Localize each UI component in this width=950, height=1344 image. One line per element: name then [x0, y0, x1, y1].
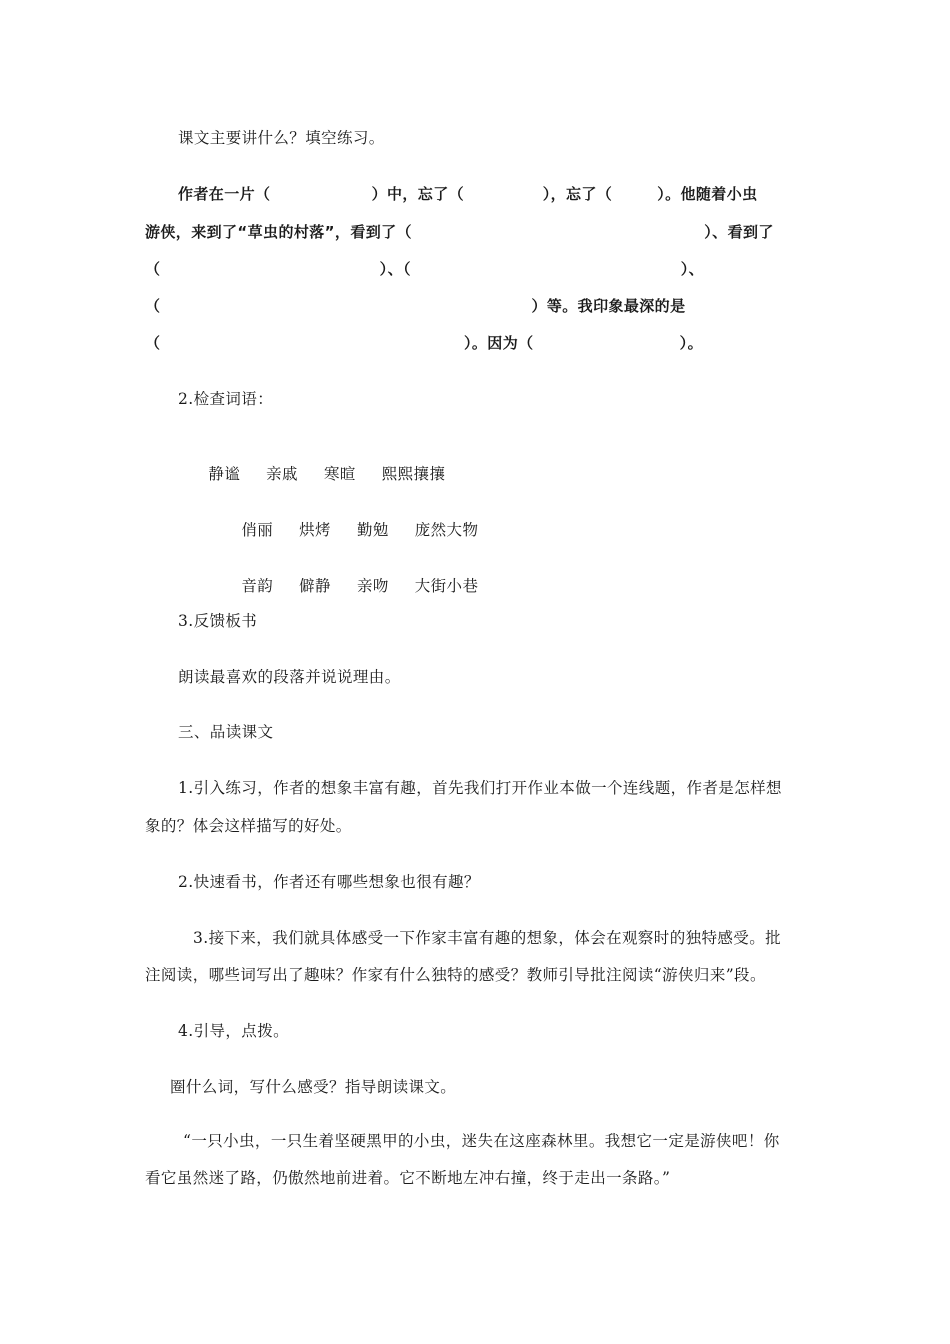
fill-blank-line-2: 游侠，来到了“草虫的村落”，看到了（ ）、看到了 — [145, 223, 774, 241]
section-3-heading: 三、品读课文 — [178, 723, 274, 741]
word: 静谧 — [208, 465, 241, 483]
fill-blank-line-5: （ ）。因为（ ）。 — [145, 334, 703, 352]
paragraph-5: 圈什么词，写什么感受？指导朗读课文。 — [170, 1078, 457, 1096]
word: 亲戚 — [266, 465, 298, 483]
word: 熙熙攘攘 — [381, 465, 446, 483]
word-row-2 — [220, 500, 504, 560]
word-row-3 — [220, 556, 504, 616]
quote-line-2: 看它虽然迷了路，仍傲然地前进着。它不断地左冲右撞，终于走出一条路。” — [145, 1169, 671, 1187]
paragraph-2: 2.快速看书，作者还有哪些想象也很有趣？ — [178, 873, 480, 891]
paragraph-3-line-2: 注阅读，哪些词写出了趣味？作家有什么独特的感受？教师引导批注阅读“游侠归来”段。 — [145, 966, 766, 984]
read-aloud-text: 朗读最喜欢的段落并说说理由。 — [178, 668, 401, 686]
fill-blank-line-3: （ ）、（ ）、 — [145, 260, 705, 278]
paragraph-4: 4.引导，点拨。 — [178, 1022, 289, 1040]
fill-intro: 课文主要讲什么？填空练习。 — [178, 129, 385, 147]
word: 勤勉 — [356, 521, 389, 539]
word: 烘烤 — [299, 521, 331, 539]
word-row-1 — [187, 444, 471, 504]
check-words-heading: 2.检查词语： — [178, 390, 274, 408]
paragraph-3-line-1: 3.接下来，我们就具体感受一下作家丰富有趣的想象，体会在观察时的独特感受。批 — [193, 929, 781, 947]
word: 俏丽 — [241, 521, 274, 539]
word: 庞然大物 — [414, 521, 479, 539]
word: 僻静 — [299, 577, 331, 595]
fill-blank-line-1: 作者在一片（ ）中，忘了（ ），忘了（ ）。他随着小虫 — [178, 185, 758, 203]
fill-blank-line-4: （ ）等。我印象最深的是 — [145, 297, 686, 315]
word: 大街小巷 — [414, 577, 479, 595]
paragraph-1-line-1: 1.引入练习，作者的想象丰富有趣，首先我们打开作业本做一个连线题，作者是怎样想 — [178, 779, 782, 797]
paragraph-1-line-2: 象的？体会这样描写的好处。 — [145, 817, 352, 835]
word: 音韵 — [241, 577, 274, 595]
quote-line-1: “一只小虫，一只生着坚硬黑甲的小虫，迷失在这座森林里。我想它一定是游侠吧！你 — [183, 1132, 780, 1150]
feedback-heading: 3.反馈板书 — [178, 612, 258, 630]
word: 亲吻 — [356, 577, 389, 595]
word: 寒暄 — [323, 465, 356, 483]
